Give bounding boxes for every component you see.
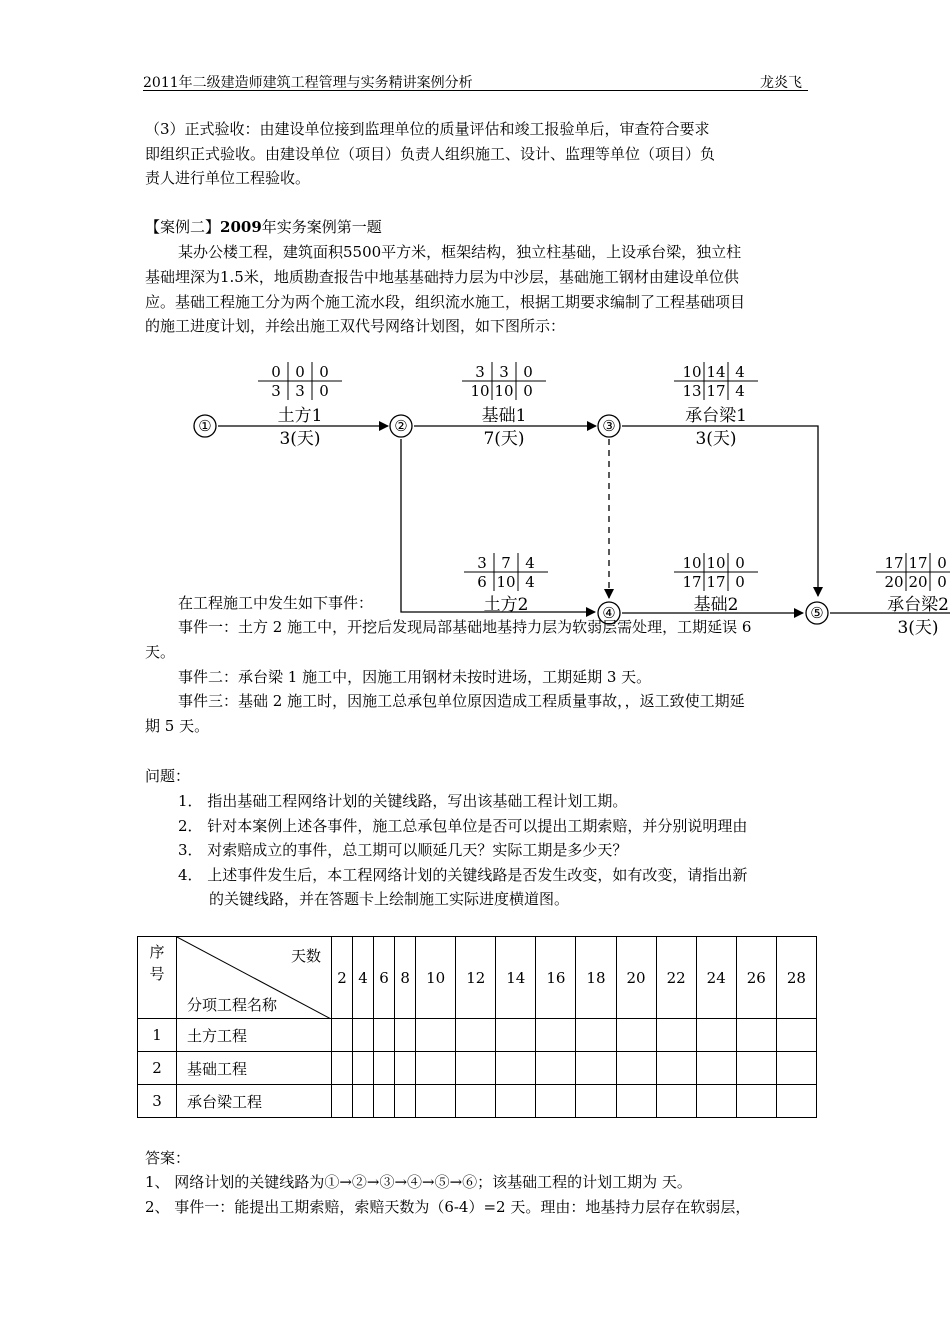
node-4-label: ④ — [602, 604, 616, 622]
param-value: 17 — [706, 573, 726, 591]
question-2: 2． 针对本案例上述各事件，施工总承包单位是否可以提出工期索赔，并分别说明理由 — [178, 817, 748, 835]
row-name: 承台梁工程 — [177, 1085, 332, 1118]
question-1: 1． 指出基础工程网络计划的关键线路，写出该基础工程计划工期。 — [178, 792, 628, 810]
day-header: 20 — [616, 937, 656, 1019]
param-value: 10 — [682, 363, 702, 381]
param-value: 0 — [319, 363, 329, 381]
param-value: 0 — [271, 363, 281, 381]
day-header: 4 — [353, 937, 374, 1019]
activity-cap-beam-1-name: 承台梁1 — [685, 406, 747, 426]
activity-foundation-1-name: 基础1 — [481, 406, 527, 426]
answer-2: 2、 事件一：能提出工期索赔，索赔天数为（6-4）=2 天。理由：地基持力层存在软弱层， — [145, 1198, 751, 1216]
param-box-6 — [876, 553, 950, 591]
row-no: 1 — [138, 1019, 177, 1052]
param-value: 14 — [706, 363, 726, 381]
param-value: 0 — [523, 382, 533, 400]
param-box-4 — [464, 553, 548, 591]
param-value: 10 — [470, 382, 490, 400]
activity-cap-beam-2-name: 承台梁2 — [887, 595, 949, 615]
table-row — [138, 1019, 817, 1052]
param-box-1 — [258, 362, 342, 400]
table-row — [138, 1052, 817, 1085]
activity-earth-1-duration: 3(天) — [279, 429, 321, 449]
intro-line-2: 即组织正式验收。由建设单位（项目）负责人组织施工、设计、监理等单位（项目）负 — [145, 145, 716, 163]
param-value: 3 — [295, 382, 305, 400]
param-value: 10 — [494, 382, 514, 400]
param-value: 6 — [477, 573, 487, 591]
row-name: 土方工程 — [177, 1019, 332, 1052]
param-value: 3 — [499, 363, 509, 381]
events-intro: 在工程施工中发生如下事件： — [178, 594, 374, 612]
activity-earth-2-name: 土方2 — [483, 595, 529, 615]
header-no-1: 序 — [149, 943, 165, 961]
param-value: 0 — [735, 554, 745, 572]
case-body-line-1: 某办公楼工程，建筑面积5500平方米，框架结构，独立柱基础，上设承台梁，独立柱 — [178, 243, 742, 261]
header-no-2: 号 — [149, 965, 165, 983]
param-value: 10 — [496, 573, 516, 591]
param-value: 0 — [937, 554, 947, 572]
question-4: 4． 上述事件发生后，本工程网络计划的关键线路是否发生改变，如有改变，请指出新 — [178, 866, 748, 884]
param-box-3 — [674, 362, 758, 400]
header-diagonal-cell — [177, 937, 332, 1019]
param-value: 7 — [501, 554, 511, 572]
day-header: 26 — [736, 937, 776, 1019]
case-body-line-4: 的施工进度计划，并绘出施工双代号网络计划图，如下图所示： — [145, 317, 566, 335]
param-value: 0 — [523, 363, 533, 381]
day-header: 28 — [776, 937, 816, 1019]
table-row — [138, 1085, 817, 1118]
param-value: 0 — [735, 573, 745, 591]
header-author: 龙炎飞 — [760, 75, 802, 91]
schedule-table — [137, 936, 817, 1118]
param-value: 3 — [271, 382, 281, 400]
event-1-line-2: 天。 — [145, 643, 176, 661]
row-no: 2 — [138, 1052, 177, 1085]
param-value: 17 — [682, 573, 702, 591]
intro-line-1: （3）正式验收：由建设单位接到监理单位的质量评估和竣工报验单后，审查符合要求 — [145, 120, 710, 138]
header-name-label: 分项工程名称 — [187, 996, 278, 1014]
param-value: 20 — [884, 573, 904, 591]
case-body-line-2: 基础埋深为1.5米，地质勘查报告中地基基础持力层为中沙层，基础施工钢材由建设单位供 — [145, 268, 739, 286]
node-5-label: ⑤ — [810, 604, 824, 622]
header-days-label: 天数 — [290, 947, 321, 965]
table-header-row — [138, 937, 817, 1019]
header-title: 2011年二级建造师建筑工程管理与实务精讲案例分析 — [143, 75, 473, 91]
answer-1: 1、 网络计划的关键线路为①→②→③→④→⑤→⑥；该基础工程的计划工期为 天。 — [145, 1173, 692, 1191]
day-header: 16 — [536, 937, 576, 1019]
param-value: 17 — [908, 554, 928, 572]
day-header: 24 — [696, 937, 736, 1019]
activity-foundation-1-duration: 7(天) — [483, 429, 525, 449]
day-header: 8 — [395, 937, 416, 1019]
network-diagram — [0, 0, 950, 640]
activity-earth-1-name: 土方1 — [277, 406, 323, 426]
param-value: 0 — [319, 382, 329, 400]
case-title-prefix: 【案例二】 — [145, 218, 221, 236]
day-header: 6 — [374, 937, 395, 1019]
param-value: 10 — [706, 554, 726, 572]
param-value: 0 — [937, 573, 947, 591]
case-title-year: 2009 — [220, 218, 262, 236]
param-box-5 — [674, 553, 758, 591]
param-value: 3 — [477, 554, 487, 572]
param-value: 13 — [682, 382, 702, 400]
day-header: 18 — [576, 937, 616, 1019]
question-3: 3． 对索赔成立的事件，总工期可以顺延几天？实际工期是多少天？ — [178, 841, 628, 859]
param-value: 4 — [735, 382, 745, 400]
row-name: 基础工程 — [177, 1052, 332, 1085]
param-value: 3 — [475, 363, 485, 381]
param-box-2 — [462, 362, 546, 400]
event-2: 事件二：承台梁 1 施工中，因施工用钢材未按时进场，工期延期 3 天。 — [178, 668, 652, 686]
param-value: 4 — [525, 573, 535, 591]
day-header: 14 — [496, 937, 536, 1019]
event-3-line-2: 期 5 天。 — [145, 717, 210, 735]
day-header: 22 — [656, 937, 696, 1019]
activity-cap-beam-2-duration: 3(天) — [897, 618, 939, 638]
activity-foundation-2-name: 基础2 — [693, 595, 739, 615]
node-2-label: ② — [394, 417, 408, 435]
day-header: 12 — [456, 937, 496, 1019]
event-1-line-1: 事件一：土方 2 施工中，开挖后发现局部基础地基持力层为软弱层需处理，工期延误 6 — [178, 618, 752, 636]
case-title-suffix: 年实务案例第一题 — [261, 218, 382, 236]
param-value: 17 — [706, 382, 726, 400]
param-value: 4 — [525, 554, 535, 572]
question-4-continued: 的关键线路，并在答题卡上绘制施工实际进度横道图。 — [209, 890, 570, 908]
row-no: 3 — [138, 1085, 177, 1118]
answers-label: 答案： — [145, 1149, 191, 1167]
node-3-label: ③ — [602, 417, 616, 435]
param-value: 20 — [908, 573, 928, 591]
param-value: 10 — [682, 554, 702, 572]
node-1-label: ① — [198, 417, 212, 435]
event-3-line-1: 事件三：基础 2 施工时，因施工总承包单位原因造成工程质量事故，，返工致使工期延 — [178, 692, 745, 710]
param-value: 0 — [295, 363, 305, 381]
intro-line-3: 责人进行单位工程验收。 — [145, 169, 311, 187]
param-value: 17 — [884, 554, 904, 572]
header-no-cell — [138, 937, 177, 1019]
day-header: 2 — [332, 937, 353, 1019]
param-value: 4 — [735, 363, 745, 381]
activity-cap-beam-1-duration: 3(天) — [695, 429, 737, 449]
day-header: 10 — [416, 937, 456, 1019]
questions-label: 问题： — [145, 767, 191, 785]
case-body-line-3: 应。基础工程施工分为两个施工流水段，组织流水施工，根据工期要求编制了工程基础项目 — [145, 293, 746, 311]
